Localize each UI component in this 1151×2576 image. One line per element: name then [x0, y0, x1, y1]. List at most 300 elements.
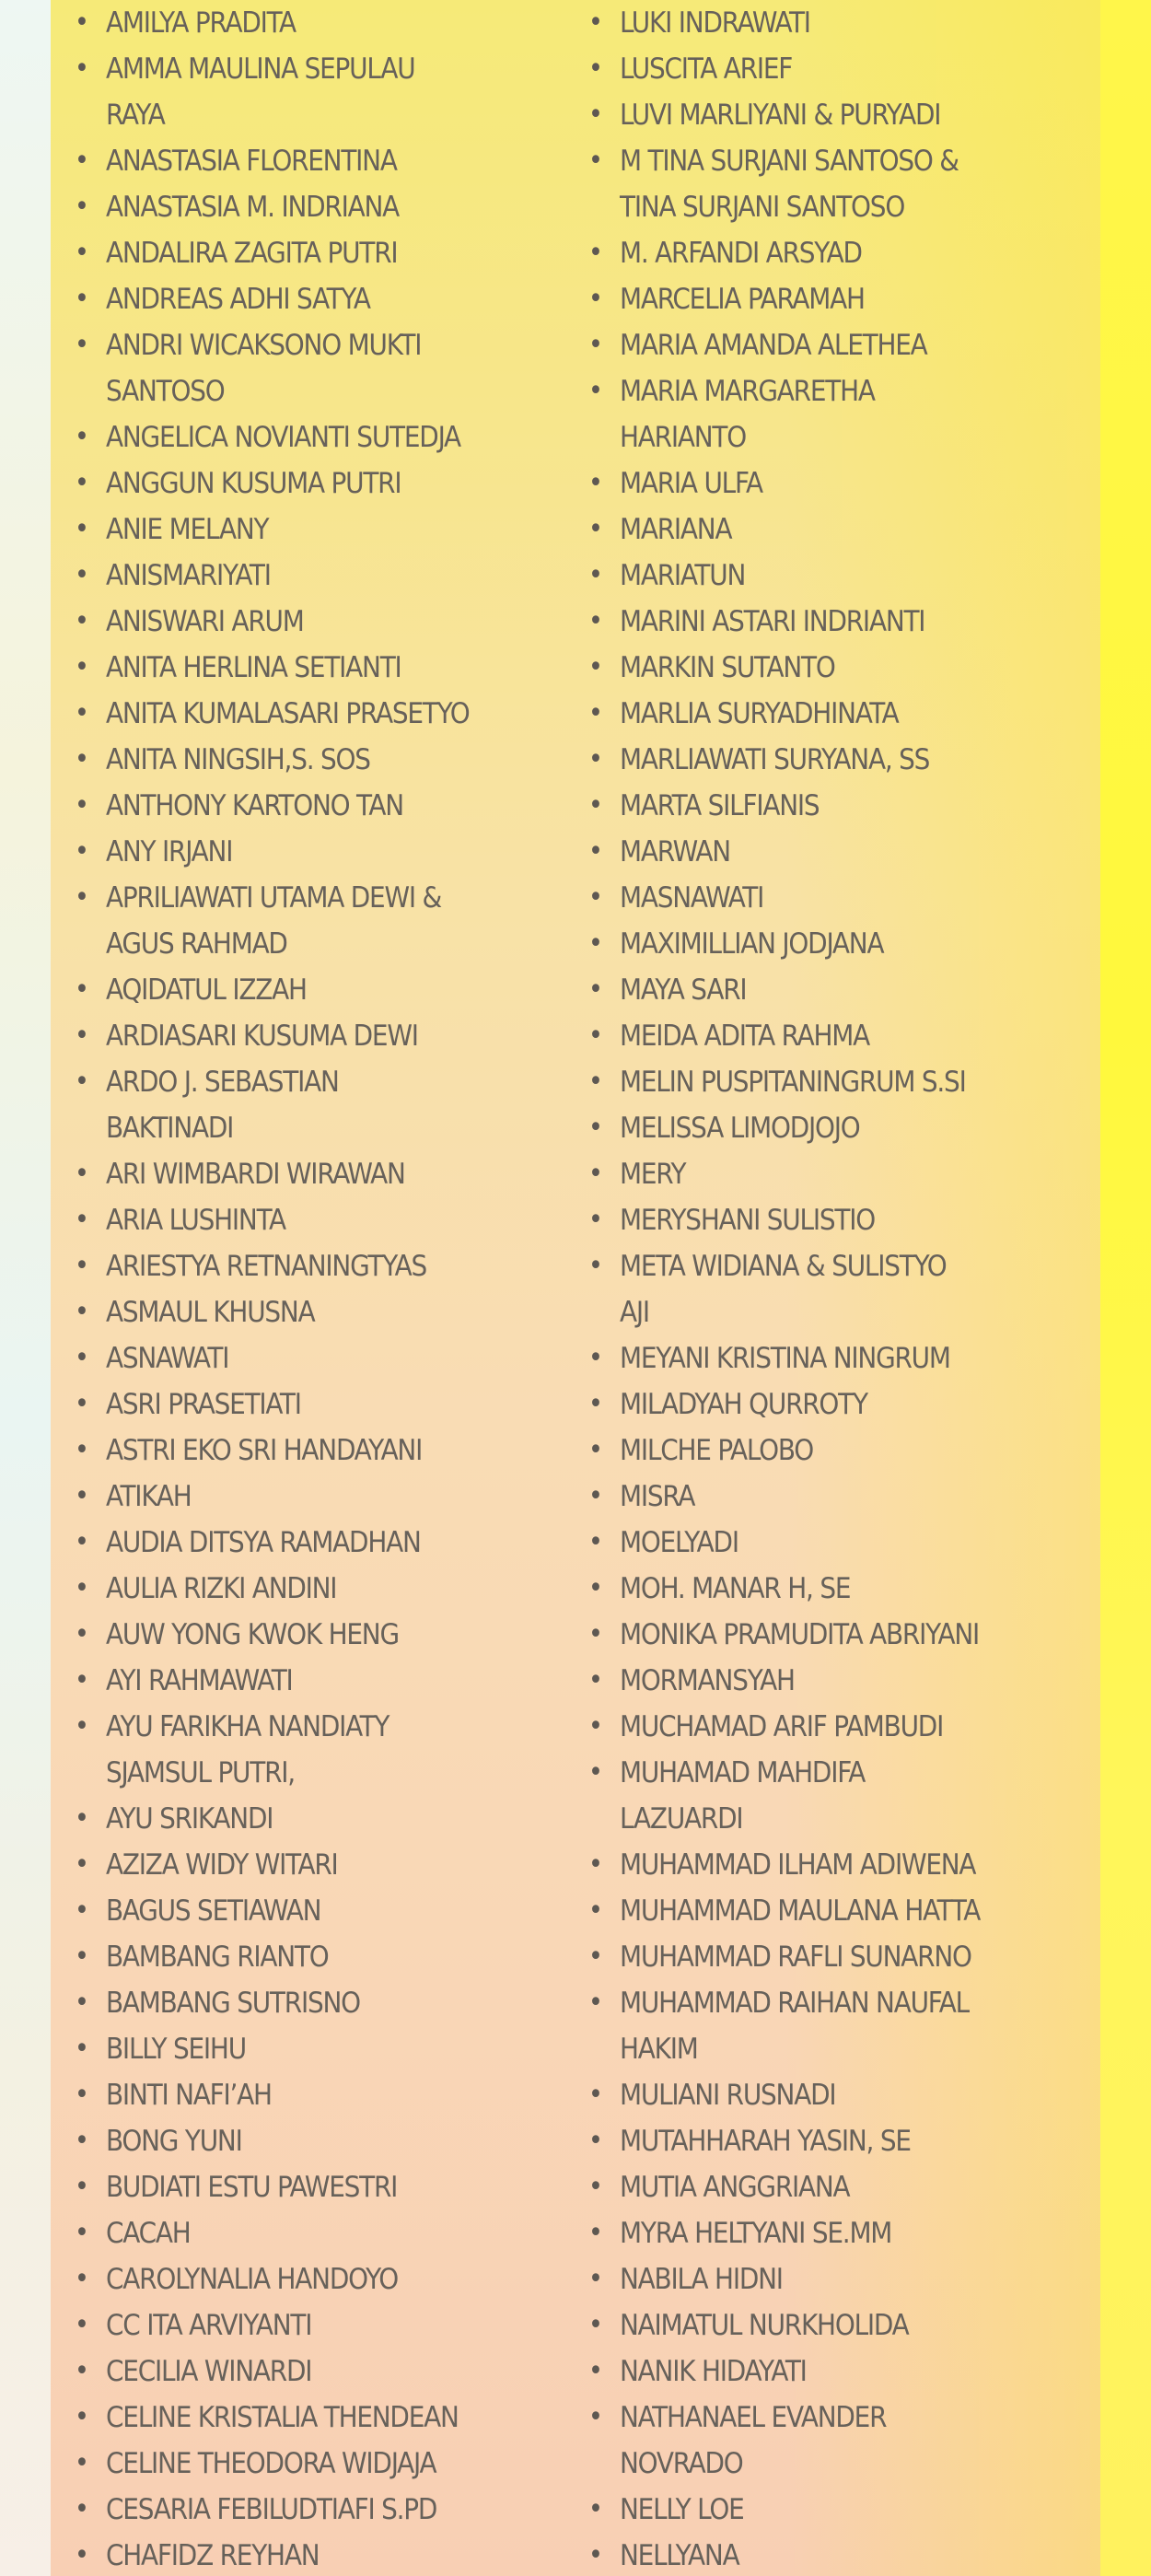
- list-item-name-line: M TINA SURJANI SANTOSO &: [620, 145, 959, 178]
- list-item: [75, 2026, 585, 2072]
- bullet-icon: •: [588, 1756, 602, 1789]
- list-item-name-line: AJI: [620, 1296, 649, 1329]
- list-item-name-line: ANITA NINGSIH,S. SOS: [106, 743, 370, 776]
- bullet-icon: •: [75, 1250, 88, 1282]
- list-item-name: [620, 1566, 850, 1612]
- list-item-name: [106, 1888, 320, 1934]
- list-item-name-line: HARIANTO: [620, 421, 746, 454]
- list-item-name-line: BAMBANG RIANTO: [106, 1941, 329, 1974]
- bullet-icon: •: [588, 2217, 602, 2249]
- list-item-name-line: LUVI MARLIYANI & PURYADI: [620, 99, 941, 132]
- bullet-icon: •: [75, 605, 88, 637]
- bullet-icon: •: [588, 2079, 602, 2111]
- list-item-name-line: MOELYADI: [620, 1526, 738, 1559]
- list-item: [588, 322, 1099, 368]
- list-item-name-line: MUTAHHARAH YASIN, SE: [620, 2125, 911, 2158]
- bullet-icon: •: [588, 559, 602, 591]
- list-item-name: [106, 2118, 242, 2164]
- list-item: [588, 1151, 1099, 1197]
- bullet-icon: •: [588, 1342, 602, 1374]
- list-item-name-line: HAKIM: [620, 2033, 698, 2066]
- list-item-name: [620, 2395, 886, 2487]
- bullet-icon: •: [588, 1388, 602, 1420]
- list-item-name: [106, 1151, 405, 1197]
- bullet-icon: •: [75, 2309, 88, 2341]
- list-item-name-line: MISRA: [620, 1480, 695, 1513]
- list-item-name-line: ANITA KUMALASARI PRASETYO: [106, 697, 470, 730]
- list-item: [75, 1888, 585, 1934]
- list-item: [75, 1566, 585, 1612]
- list-item-name-line: MARLIAWATI SURYANA, SS: [620, 743, 930, 776]
- list-item-name-line: MARIA ULFA: [620, 467, 762, 500]
- list-item: [75, 737, 585, 783]
- list-item: [75, 507, 585, 553]
- list-item-name-line: AMILYA PRADITA: [106, 6, 296, 40]
- list-item: [588, 737, 1099, 783]
- list-item: [588, 1934, 1099, 1980]
- bullet-icon: •: [75, 1158, 88, 1190]
- list-item: [588, 92, 1099, 138]
- bullet-icon: •: [75, 1710, 88, 1743]
- list-item: [588, 276, 1099, 322]
- list-item-name: [106, 783, 403, 829]
- list-item-name-line: MORMANSYAH: [620, 1664, 795, 1697]
- list-item-name: [106, 184, 399, 230]
- list-item: [75, 1658, 585, 1704]
- bullet-icon: •: [588, 467, 602, 499]
- list-item-name-line: NAIMATUL NURKHOLIDA: [620, 2309, 909, 2342]
- list-item: [588, 0, 1099, 46]
- list-item-name-line: CC ITA ARVIYANTI: [106, 2309, 312, 2342]
- bullet-icon: •: [75, 52, 88, 85]
- list-item: [75, 184, 585, 230]
- list-item-name: [620, 1934, 971, 1980]
- list-item-name: [620, 1980, 969, 2072]
- bullet-icon: •: [588, 2263, 602, 2295]
- bullet-icon: •: [75, 283, 88, 315]
- list-item: [75, 1612, 585, 1658]
- bullet-icon: •: [588, 2539, 602, 2571]
- list-item-name-line: ARDO J. SEBASTIAN: [106, 1066, 339, 1099]
- bullet-icon: •: [588, 52, 602, 85]
- list-item-name-line: NOVRADO: [620, 2447, 743, 2480]
- bullet-icon: •: [588, 1526, 602, 1558]
- list-item-name: [106, 230, 397, 276]
- list-item: [588, 230, 1099, 276]
- list-item-name-line: BONG YUNI: [106, 2125, 242, 2158]
- list-item-name: [620, 691, 899, 737]
- list-item-name-line: AZIZA WIDY WITARI: [106, 1848, 338, 1882]
- bullet-icon: •: [588, 1250, 602, 1282]
- list-item: [75, 1289, 585, 1335]
- bullet-icon: •: [75, 1434, 88, 1466]
- bullet-icon: •: [588, 6, 602, 39]
- list-item-name: [106, 138, 397, 184]
- bullet-icon: •: [75, 2217, 88, 2249]
- bullet-icon: •: [75, 1618, 88, 1650]
- list-item-name: [620, 1428, 813, 1474]
- bullet-icon: •: [588, 927, 602, 960]
- list-item: [588, 46, 1099, 92]
- list-item: [588, 138, 1099, 230]
- list-item-name-line: MARIANA: [620, 513, 732, 546]
- list-item-name: [620, 507, 731, 553]
- list-item-name-line: ANISMARIYATI: [106, 559, 271, 592]
- list-item: [588, 507, 1099, 553]
- list-item-name: [106, 1428, 422, 1474]
- list-item: [75, 1059, 585, 1151]
- list-item: [75, 1796, 585, 1842]
- list-item-name-line: BAGUS SETIAWAN: [106, 1894, 321, 1928]
- list-item-name-line: MASNAWATI: [620, 881, 764, 915]
- list-item-name-line: ANDALIRA ZAGITA PUTRI: [106, 237, 398, 270]
- list-item-name: [620, 0, 810, 46]
- list-item: [588, 1105, 1099, 1151]
- bullet-icon: •: [75, 2493, 88, 2525]
- list-item: [75, 1842, 585, 1888]
- list-item: [588, 2349, 1099, 2395]
- list-item: [588, 460, 1099, 507]
- list-item: [75, 460, 585, 507]
- list-item-name: [620, 2164, 849, 2210]
- list-item-name: [620, 1197, 875, 1243]
- list-item-name-line: LUKI INDRAWATI: [620, 6, 810, 40]
- list-item-name: [620, 322, 927, 368]
- bullet-icon: •: [588, 1480, 602, 1512]
- bullet-icon: •: [588, 99, 602, 131]
- list-item-name-line: AGUS RAHMAD: [106, 927, 287, 961]
- list-item: [75, 1520, 585, 1566]
- list-item-name: [106, 2072, 272, 2118]
- list-item-name-line: MULIANI RUSNADI: [620, 2079, 836, 2112]
- list-item: [75, 2164, 585, 2210]
- list-item: [588, 1243, 1099, 1335]
- list-item-name-line: MYRA HELTYANI SE.MM: [620, 2217, 892, 2250]
- bullet-icon: •: [75, 789, 88, 822]
- list-item-name: [620, 1013, 869, 1059]
- list-item: [588, 2072, 1099, 2118]
- list-item-name-line: META WIDIANA & SULISTYO: [620, 1250, 947, 1283]
- bullet-icon: •: [75, 2079, 88, 2111]
- list-item-name: [620, 2118, 911, 2164]
- list-item-name-line: ANDRI WICAKSONO MUKTI: [106, 329, 422, 362]
- bullet-icon: •: [588, 1112, 602, 1144]
- list-item-name-line: MUHAMAD MAHDIFA: [620, 1756, 866, 1789]
- list-item-name-line: BAMBANG SUTRISNO: [106, 1987, 360, 2020]
- list-item-name-line: AUW YONG KWOK HENG: [106, 1618, 399, 1651]
- bullet-icon: •: [588, 2309, 602, 2341]
- list-item-name-line: ASMAUL KHUSNA: [106, 1296, 315, 1329]
- list-item-name: [106, 2441, 436, 2487]
- bullet-icon: •: [75, 1848, 88, 1881]
- bullet-icon: •: [75, 2447, 88, 2479]
- list-item-name-line: ANASTASIA M. INDRIANA: [106, 191, 399, 224]
- bullet-icon: •: [588, 1158, 602, 1190]
- list-item-name-line: BAKTINADI: [106, 1112, 234, 1145]
- list-item-name: [106, 2533, 319, 2576]
- list-item: [588, 368, 1099, 460]
- bullet-icon: •: [588, 1664, 602, 1696]
- name-list-left-column: [75, 0, 585, 2576]
- list-item-name-line: MUTIA ANGGRIANA: [620, 2171, 850, 2204]
- list-item: [75, 2256, 585, 2302]
- list-item-name: [620, 829, 730, 875]
- list-item: [588, 553, 1099, 599]
- list-item: [588, 1888, 1099, 1934]
- bullet-icon: •: [75, 145, 88, 177]
- bullet-icon: •: [75, 835, 88, 868]
- list-item-name-line: CESARIA FEBILUDTIAFI S.PD: [106, 2493, 437, 2526]
- bullet-icon: •: [75, 1342, 88, 1374]
- list-item-name-line: ARI WIMBARDI WIRAWAN: [106, 1158, 405, 1191]
- list-item-name: [106, 645, 401, 691]
- list-item-name-line: NELLYANA: [620, 2539, 739, 2572]
- list-item-name: [106, 322, 421, 414]
- list-item-name: [620, 553, 745, 599]
- list-item-name-line: ANISWARI ARUM: [106, 605, 304, 638]
- list-item: [75, 2210, 585, 2256]
- list-item-name-line: CAROLYNALIA HANDOYO: [106, 2263, 399, 2296]
- list-item-name-line: MEYANI KRISTINA NINGRUM: [620, 1342, 950, 1375]
- bullet-icon: •: [75, 2355, 88, 2387]
- bullet-icon: •: [75, 421, 88, 453]
- bullet-icon: •: [588, 1204, 602, 1236]
- list-item-name-line: TINA SURJANI SANTOSO: [620, 191, 905, 224]
- list-item-name-line: MARINI ASTARI INDRIANTI: [620, 605, 925, 638]
- list-item-name-line: MAYA SARI: [620, 973, 747, 1007]
- list-item-name: [106, 1013, 418, 1059]
- bullet-icon: •: [588, 375, 602, 407]
- bullet-icon: •: [75, 973, 88, 1006]
- list-item-name-line: BUDIATI ESTU PAWESTRI: [106, 2171, 398, 2204]
- list-item-name: [106, 0, 296, 46]
- bullet-icon: •: [588, 2125, 602, 2157]
- list-item-name-line: APRILIAWATI UTAMA DEWI &: [106, 881, 442, 915]
- list-item: [75, 599, 585, 645]
- list-item-name: [620, 2533, 738, 2576]
- list-item-name-line: ANASTASIA FLORENTINA: [106, 145, 397, 178]
- list-item-name: [106, 1612, 399, 1658]
- list-item-name: [620, 737, 929, 783]
- list-item-name: [106, 1381, 301, 1428]
- list-item-name-line: NATHANAEL EVANDER: [620, 2401, 887, 2434]
- list-item-name-line: AQIDATUL IZZAH: [106, 973, 307, 1007]
- list-item: [588, 783, 1099, 829]
- list-item-name: [106, 2026, 246, 2072]
- list-item-name-line: AUDIA DITSYA RAMADHAN: [106, 1526, 421, 1559]
- list-item-name: [620, 1704, 943, 1750]
- list-item-name: [106, 2395, 459, 2441]
- bullet-icon: •: [588, 2401, 602, 2433]
- list-item-name-line: MERY: [620, 1158, 686, 1191]
- bullet-icon: •: [75, 1388, 88, 1420]
- list-item-name-line: ATIKAH: [106, 1480, 192, 1513]
- bullet-icon: •: [588, 283, 602, 315]
- list-item: [75, 967, 585, 1013]
- list-item-name: [106, 2210, 191, 2256]
- list-item-name: [106, 691, 469, 737]
- list-item: [588, 1658, 1099, 1704]
- list-item-name: [620, 1381, 867, 1428]
- bullet-icon: •: [75, 2033, 88, 2065]
- list-item: [75, 1335, 585, 1381]
- bullet-icon: •: [75, 2401, 88, 2433]
- list-item: [75, 2441, 585, 2487]
- bullet-icon: •: [75, 881, 88, 914]
- list-item-name: [620, 875, 763, 921]
- bullet-icon: •: [75, 467, 88, 499]
- list-item: [75, 322, 585, 414]
- list-item-name-line: MILADYAH QURROTY: [620, 1388, 867, 1421]
- bullet-icon: •: [75, 191, 88, 223]
- list-item-name-line: AYI RAHMAWATI: [106, 1664, 293, 1697]
- list-item: [588, 2164, 1099, 2210]
- bullet-icon: •: [75, 1664, 88, 1696]
- list-item-name-line: MUCHAMAD ARIF PAMBUDI: [620, 1710, 944, 1743]
- list-item: [75, 1381, 585, 1428]
- list-item: [75, 1428, 585, 1474]
- list-item: [75, 2349, 585, 2395]
- bullet-icon: •: [75, 237, 88, 269]
- list-item-name-line: MUHAMMAD MAULANA HATTA: [620, 1894, 981, 1928]
- list-item-name-line: RAYA: [106, 99, 165, 132]
- list-item-name: [620, 92, 940, 138]
- list-item: [588, 829, 1099, 875]
- list-item-name: [620, 1151, 685, 1197]
- list-item-name: [620, 2302, 909, 2349]
- bullet-icon: •: [588, 237, 602, 269]
- list-item-name-line: ARDIASARI KUSUMA DEWI: [106, 1020, 418, 1053]
- list-item-name-line: MARIA MARGARETHA: [620, 375, 875, 408]
- list-item-name-line: LAZUARDI: [620, 1802, 743, 1836]
- bullet-icon: •: [75, 329, 88, 361]
- list-item-name-line: MARIATUN: [620, 559, 746, 592]
- bullet-icon: •: [588, 789, 602, 822]
- list-item-name: [106, 1289, 314, 1335]
- list-item-name: [620, 460, 762, 507]
- list-item-name-line: ASNAWATI: [106, 1342, 229, 1375]
- list-item-name-line: MARWAN: [620, 835, 730, 868]
- list-item-name: [620, 2349, 807, 2395]
- bullet-icon: •: [588, 2171, 602, 2203]
- list-item-name: [620, 1243, 947, 1335]
- list-item-name: [620, 276, 865, 322]
- list-item-name: [106, 967, 307, 1013]
- list-item-name: [620, 2072, 835, 2118]
- bullet-icon: •: [588, 1020, 602, 1052]
- bullet-icon: •: [75, 1894, 88, 1927]
- list-item: [588, 1059, 1099, 1105]
- bullet-icon: •: [75, 697, 88, 729]
- list-item: [588, 2118, 1099, 2164]
- list-item: [75, 0, 585, 46]
- list-item: [588, 599, 1099, 645]
- list-item-name: [106, 1335, 228, 1381]
- list-item-name-line: MILCHE PALOBO: [620, 1434, 813, 1467]
- list-item-name-line: ANIE MELANY: [106, 513, 269, 546]
- bullet-icon: •: [588, 881, 602, 914]
- bullet-icon: •: [75, 1802, 88, 1835]
- list-item-name-line: BINTI NAFI’AH: [106, 2079, 272, 2112]
- list-item-name: [106, 553, 271, 599]
- list-item: [588, 1612, 1099, 1658]
- list-item-name: [106, 1934, 329, 1980]
- list-item-name: [106, 737, 370, 783]
- list-item: [588, 1566, 1099, 1612]
- list-item-name-line: MARKIN SUTANTO: [620, 651, 835, 684]
- list-item-name-line: NANIK HIDAYATI: [620, 2355, 807, 2388]
- list-item-name: [106, 1796, 273, 1842]
- list-item: [588, 2395, 1099, 2487]
- list-item-name: [620, 967, 746, 1013]
- list-item-name: [106, 507, 268, 553]
- list-item-name-line: MARCELIA PARAMAH: [620, 283, 865, 316]
- list-item-name: [620, 2256, 783, 2302]
- bullet-icon: •: [588, 1618, 602, 1650]
- list-item: [75, 875, 585, 967]
- list-item: [75, 1243, 585, 1289]
- list-item-name-line: MAXIMILLIAN JODJANA: [620, 927, 884, 961]
- bullet-icon: •: [75, 1572, 88, 1604]
- list-item-name-line: MUHAMMAD RAFLI SUNARNO: [620, 1941, 971, 1974]
- list-item-name-line: ANTHONY KARTONO TAN: [106, 789, 403, 822]
- list-item: [588, 1197, 1099, 1243]
- list-item-name: [620, 1520, 738, 1566]
- list-item: [75, 230, 585, 276]
- list-item: [75, 2533, 585, 2576]
- list-item-name-line: MELIN PUSPITANINGRUM S.SI: [620, 1066, 966, 1099]
- name-list-panel: [51, 0, 1100, 2576]
- bullet-icon: •: [75, 1480, 88, 1512]
- bullet-icon: •: [75, 559, 88, 591]
- bullet-icon: •: [588, 2355, 602, 2387]
- list-item-name: [106, 46, 415, 138]
- list-item: [588, 691, 1099, 737]
- list-item: [75, 138, 585, 184]
- list-item-name: [106, 1197, 285, 1243]
- bullet-icon: •: [75, 2263, 88, 2295]
- bullet-icon: •: [588, 697, 602, 729]
- list-item-name-line: ANGGUN KUSUMA PUTRI: [106, 467, 401, 500]
- list-item-name-line: AMMA MAULINA SEPULAU: [106, 52, 415, 86]
- list-item-name: [106, 2302, 311, 2349]
- list-item-name: [106, 2256, 398, 2302]
- page-backdrop-left: [0, 0, 51, 2576]
- list-item-name: [106, 1243, 426, 1289]
- list-item: [75, 2487, 585, 2533]
- list-item-name: [106, 460, 401, 507]
- list-item: [588, 2210, 1099, 2256]
- list-item-name-line: ARIA LUSHINTA: [106, 1204, 285, 1237]
- list-item-name-line: CELINE THEODORA WIDJAJA: [106, 2447, 436, 2480]
- list-item-name: [106, 1566, 336, 1612]
- list-item-name-line: SJAMSUL PUTRI,: [106, 1756, 295, 1789]
- bullet-icon: •: [75, 1066, 88, 1098]
- list-item-name: [106, 414, 460, 460]
- list-item-name-line: ARIESTYA RETNANINGTYAS: [106, 1250, 427, 1283]
- page-backdrop-right: [1100, 0, 1151, 2576]
- list-item-name: [620, 230, 862, 276]
- list-item-name: [106, 2349, 311, 2395]
- list-item-name-line: LUSCITA ARIEF: [620, 52, 793, 86]
- list-item-name: [106, 599, 304, 645]
- list-item: [588, 1520, 1099, 1566]
- list-item-name: [106, 875, 441, 967]
- list-item: [75, 2072, 585, 2118]
- list-item-name-line: CHAFIDZ REYHAN: [106, 2539, 320, 2572]
- list-item-name: [620, 1335, 950, 1381]
- list-item: [75, 1980, 585, 2026]
